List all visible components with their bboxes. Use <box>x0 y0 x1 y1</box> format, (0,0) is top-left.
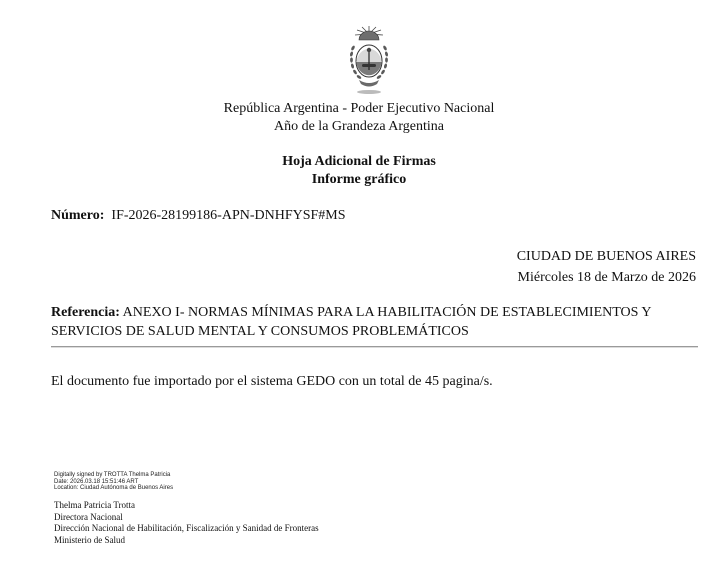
document-subtitle: Informe gráfico <box>311 172 407 187</box>
digital-signature-stamp <box>54 472 173 492</box>
signer-name: Thelma Patricia Trotta <box>54 500 135 510</box>
signer-block <box>54 500 319 546</box>
signature-signed-by: Digitally signed by TROTTA Thelma Patricia <box>54 472 171 478</box>
document-number-label: Número: <box>51 208 105 223</box>
header-government-line: República Argentina - Poder Ejecutivo Nacional <box>223 101 495 116</box>
reference-block <box>51 303 691 341</box>
document-number-value: IF-2026-28199186-APN-DNHFYSF#MS <box>111 208 346 223</box>
coat-of-arms-icon <box>347 24 391 96</box>
document-title: Hoja Adicional de Firmas <box>282 154 436 169</box>
document-city: CIUDAD DE BUENOS AIRES <box>516 249 696 264</box>
signer-department: Dirección Nacional de Habilitación, Fiscalización y Sanidad de Fronteras <box>54 523 319 533</box>
reference-text: ANEXO I- NORMAS MÍNIMAS PARA LA HABILITACIÓN DE ESTABLECIMIENTOS Y SERVICIOS DE SALUD MENTAL Y CONSUMOS PROBLEMÁTICOS <box>51 305 652 339</box>
signer-ministry: Ministerio de Salud <box>54 534 125 545</box>
signer-role: Directora Nacional <box>54 511 123 522</box>
import-notice: El documento fue importado por el sistema GEDO con un total de 45 pagina/s. <box>51 374 493 389</box>
signature-date: Date: 2026.03.18 15:51:46 ART <box>54 478 139 485</box>
document-date: Miércoles 18 de Marzo de 2026 <box>517 270 696 285</box>
section-divider <box>51 346 698 347</box>
reference-label: Referencia: <box>51 305 120 320</box>
document-number <box>51 208 346 224</box>
header-year-motto: Año de la Grandeza Argentina <box>273 119 444 134</box>
signature-location: Location: Ciudad Autónoma de Buenos Aires <box>54 485 174 492</box>
